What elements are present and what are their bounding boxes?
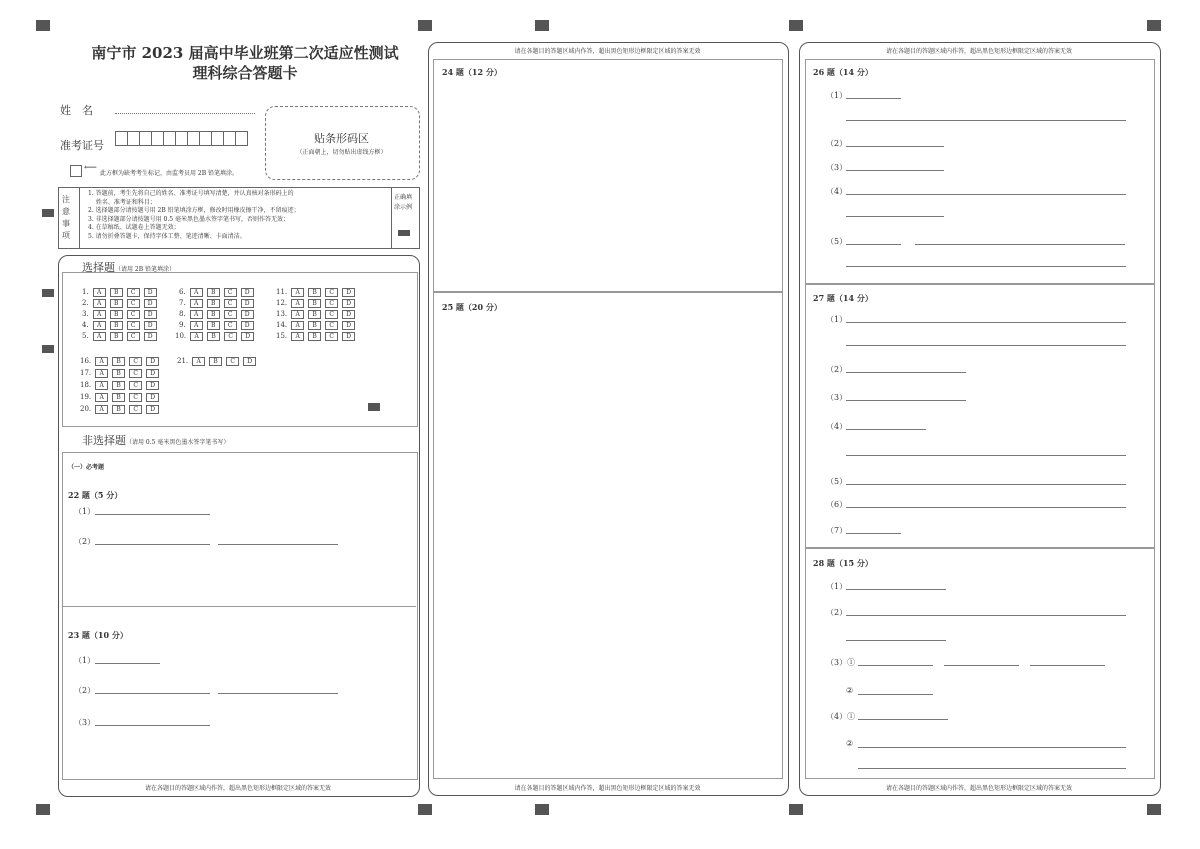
q28-part4-sub2-answer-a[interactable] (858, 747, 1126, 748)
name-field[interactable] (115, 113, 255, 114)
mcq-row[interactable]: 11. A B C D (276, 288, 355, 297)
q23-part2-answer-a[interactable] (95, 693, 210, 694)
page-subtitle: 理科综合答题卡 (192, 64, 298, 82)
q28-part4-sub2-label: ② (846, 739, 854, 748)
notice-label: 注意事项 (62, 195, 70, 240)
mcq-row[interactable]: 14. A B C D (276, 321, 355, 330)
q28-part4-answer-a[interactable] (858, 719, 948, 720)
q28-part3-answer-c[interactable] (1030, 665, 1105, 666)
q26-part4-answer-b[interactable] (846, 216, 944, 217)
mcq-row[interactable]: 15. A B C D (276, 332, 355, 341)
q27-part7-label: （7） (826, 526, 848, 535)
q23-part2-answer-b[interactable] (218, 693, 338, 694)
q26-part1-answer-a[interactable] (846, 98, 901, 99)
mcq-row[interactable]: 3. A B C D (82, 310, 157, 319)
mcq-row[interactable]: 17. A B C D (80, 369, 159, 378)
q27-part1-label: （1） (826, 315, 848, 324)
registration-mark (789, 20, 803, 31)
required-label: （一）必考题 (68, 464, 105, 471)
registration-mark (36, 804, 50, 815)
q26-part4-label: （4） (826, 187, 848, 196)
q22-title: 22 题（5 分） (68, 490, 123, 500)
q27-part7-answer[interactable] (846, 533, 901, 534)
q24-box (433, 59, 783, 293)
q27-part6-answer[interactable] (846, 507, 1126, 508)
registration-mark (535, 804, 549, 815)
q23-part1-label: （1） (74, 656, 96, 665)
q27-part5-answer[interactable] (846, 484, 1126, 485)
header-warning: 请在各题目的答题区域内作答，超出黑色矩形边框限定区域的答案无效 (885, 48, 1072, 55)
q27-part4-label: （4） (826, 422, 848, 431)
q27-part2-label: （2） (826, 365, 848, 374)
q28-part4-sub2-answer-b[interactable] (858, 768, 1126, 769)
fill-example-mark (398, 230, 410, 236)
nonchoice-title (82, 432, 229, 448)
nonchoice-note: （请用 0.5 毫米黑色墨水签字笔书写） (126, 439, 230, 446)
q28-part3-label: （3）① (826, 658, 856, 667)
q27-part3-answer[interactable] (846, 400, 966, 401)
q26-part5-answer-c[interactable] (846, 266, 1126, 267)
header-warning: 请在各题目的答题区域内作答，超出黑色矩形边框限定区域的答案无效 (514, 48, 701, 55)
q23-title: 23 题（10 分） (68, 630, 128, 640)
mcq-row[interactable]: 2. A B C D (82, 299, 157, 308)
q27-part6-label: （6） (826, 500, 848, 509)
q28-title: 28 题（15 分） (813, 558, 873, 568)
q28-part2-label: （2） (826, 608, 848, 617)
q26-part5-answer-a[interactable] (846, 244, 901, 245)
mcq-row[interactable]: 1. A B C D (82, 288, 157, 297)
q28-part2-answer-b[interactable] (846, 640, 946, 641)
page-title: 南宁市 2023 届高中毕业班第二次适应性测试 (91, 44, 399, 62)
q28-part1-label: （1） (826, 582, 848, 591)
q22-part1-answer[interactable] (95, 514, 210, 515)
q23-part3-answer[interactable] (95, 725, 210, 726)
registration-mark (42, 345, 54, 353)
q27-part1-answer-a[interactable] (846, 322, 1126, 323)
q28-box (805, 547, 1155, 779)
q23-part1-answer[interactable] (95, 663, 160, 664)
barcode-title: 贴条形码区 (314, 132, 369, 145)
q28-part3-sub2-label: ② (846, 686, 854, 695)
q26-box (805, 59, 1155, 285)
q26-part1-label: （1） (826, 91, 848, 100)
q25-box (433, 291, 783, 779)
q27-part2-answer[interactable] (846, 372, 966, 373)
mcq-row[interactable]: 6. A B C D (179, 288, 254, 297)
registration-mark (1147, 20, 1161, 31)
footer-warning: 请在各题目的答题区域内作答，超出黑色矩形边框限定区域的答案无效 (144, 785, 331, 792)
q27-part4-answer-b[interactable] (846, 455, 1126, 456)
notice-lines: 1. 答题前，考生先将自己的姓名、准考证号填写清楚，并认真核对条形码上的 姓名、准考证和科目； 2. 选择题部分请按题号用 2B 铅笔填涂方框，修改时用橡皮擦干净，不留痕迹； 3. 非选择题部分请按题号用 0.5 毫米黑色墨水签字笔书写，否则作答无效； 4. 在草稿纸、试题卷上答题无效； 5. 请勿折叠答题卡，保持字体工整、笔迹清晰、卡面清洁。 (88, 190, 300, 240)
q26-part1-answer-b[interactable] (846, 120, 1126, 121)
q28-part3-answer-b[interactable] (944, 665, 1019, 666)
q26-part5-answer-b[interactable] (915, 244, 1125, 245)
registration-mark (1147, 804, 1161, 815)
q26-part2-label: （2） (826, 139, 848, 148)
registration-mark (42, 289, 54, 297)
mcq-row[interactable]: 4. A B C D (82, 321, 157, 330)
q26-title: 26 题（14 分） (813, 67, 873, 77)
nonchoice-heading: 非选择题 (82, 434, 126, 447)
mcq-row[interactable]: 13. A B C D (276, 310, 355, 319)
q27-part3-label: （3） (826, 393, 848, 402)
registration-mark (418, 804, 432, 815)
mcq-row[interactable]: 5. A B C D (82, 332, 157, 341)
q26-part3-label: （3） (826, 163, 848, 172)
mcq-row[interactable]: 21. A B C D (177, 357, 256, 366)
q24-title: 24 题（12 分） (442, 67, 502, 77)
q23-part3-label: （3） (74, 718, 96, 727)
q22-part2-answer-a[interactable] (95, 544, 210, 545)
q28-part1-answer[interactable] (846, 589, 946, 590)
q26-part2-answer[interactable] (846, 146, 944, 147)
choice-note: （请用 2B 铅笔填涂） (115, 266, 176, 273)
q25-title: 25 题（20 分） (442, 302, 502, 312)
mcq-row[interactable]: 16. A B C D (80, 357, 159, 366)
q27-title: 27 题（14 分） (813, 293, 873, 303)
q22-part2-label: （2） (74, 537, 96, 546)
q26-part4-answer-a[interactable] (846, 194, 1126, 195)
registration-mark (535, 20, 549, 31)
mcq-row[interactable]: 12. A B C D (276, 299, 355, 308)
q27-part4-answer-a[interactable] (846, 429, 926, 430)
q26-part3-answer[interactable] (846, 170, 944, 171)
registration-mark (418, 20, 432, 31)
footer-warning: 请在各题目的答题区域内作答，超出黑色矩形边框限定区域的答案无效 (514, 785, 701, 792)
q26-part5-label: （5） (826, 237, 848, 246)
q22-part1-label: （1） (74, 507, 96, 516)
mcq-row[interactable]: 10. A B C D (175, 332, 254, 341)
choice-heading: 选择题 (82, 261, 115, 274)
q22-part2-answer-b[interactable] (218, 544, 338, 545)
absent-note: 此方框为缺考考生标记，由监考员用 2B 铅笔填涂。 (100, 170, 239, 177)
registration-mark (42, 209, 54, 217)
divider (62, 606, 416, 607)
id-field[interactable] (115, 131, 247, 150)
fill-example-label: 正确填涂示例 (394, 194, 413, 211)
q28-part4-label: （4）① (826, 712, 856, 721)
q27-part1-answer-b[interactable] (846, 345, 1126, 346)
registration-mark (36, 20, 50, 31)
mcq-row[interactable]: 7. A B C D (179, 299, 254, 308)
q23-part2-label: （2） (74, 686, 96, 695)
mcq-row[interactable]: 9. A B C D (179, 321, 254, 330)
arrow-left-icon: ⟵ (84, 163, 97, 173)
q28-part2-answer-a[interactable] (846, 615, 1126, 616)
nonchoice-box (62, 452, 418, 780)
registration-mark (789, 804, 803, 815)
name-label: 姓 名 (60, 104, 93, 117)
q28-part3-sub2-answer[interactable] (858, 694, 933, 695)
mcq-row[interactable]: 8. A B C D (179, 310, 254, 319)
q27-part5-label: （5） (826, 477, 848, 486)
absent-checkbox[interactable] (70, 165, 82, 177)
positioning-mark (368, 403, 380, 411)
barcode-note: （正面朝上，切勿贴出虚线方框） (296, 149, 387, 156)
mcq-row[interactable]: 19. A B C D (80, 393, 159, 402)
footer-warning: 请在各题目的答题区域内作答，超出黑色矩形边框限定区域的答案无效 (885, 785, 1072, 792)
mcq-row[interactable]: 20. A B C D (80, 405, 159, 414)
mcq-row[interactable]: 18. A B C D (80, 381, 159, 390)
q28-part3-answer-a[interactable] (858, 665, 933, 666)
id-label: 准考证号 (60, 139, 104, 152)
